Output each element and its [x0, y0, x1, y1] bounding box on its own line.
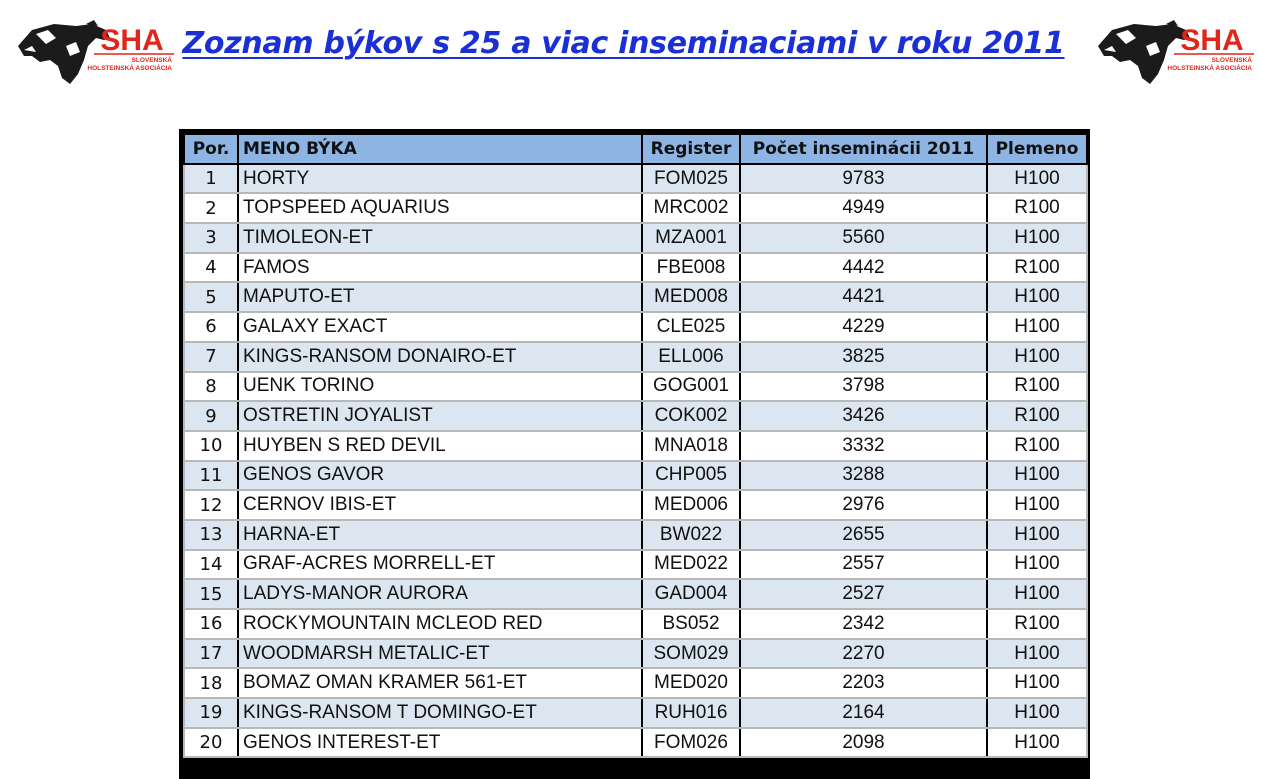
cell-breed: H100	[987, 728, 1087, 758]
cell-breed: H100	[987, 223, 1087, 253]
table-row	[184, 312, 1087, 342]
svg-text:SLOVENSKÁ: SLOVENSKÁ	[1211, 57, 1252, 64]
cell-por: 8	[184, 372, 238, 402]
cell-count: 4421	[740, 282, 987, 312]
cell-name: HARNA-ET	[238, 520, 642, 550]
cell-name: WOODMARSH METALIC-ET	[238, 639, 642, 669]
cell-por: 19	[184, 698, 238, 728]
svg-text:HOLSTEINSKÁ ASOCIÁCIA: HOLSTEINSKÁ ASOCIÁCIA	[1167, 65, 1252, 72]
cell-register: MED008	[642, 282, 740, 312]
cell-count: 2655	[740, 520, 987, 550]
table-row	[184, 164, 1087, 194]
cell-count: 3288	[740, 461, 987, 491]
cell-por: 16	[184, 609, 238, 639]
cell-register: MED006	[642, 490, 740, 520]
cell-register: FBE008	[642, 253, 740, 283]
table-row	[184, 253, 1087, 283]
table-row	[184, 282, 1087, 312]
bulls-table-container	[179, 129, 1090, 779]
table-row	[184, 431, 1087, 461]
cell-count: 3825	[740, 342, 987, 372]
cell-register: SOM029	[642, 639, 740, 669]
svg-text:SHA: SHA	[100, 24, 164, 57]
cell-register: CHP005	[642, 461, 740, 491]
header-count: Počet inseminácii 2011	[740, 134, 987, 164]
cell-register: COK002	[642, 401, 740, 431]
table-header-row	[184, 134, 1087, 164]
cell-register: MRC002	[642, 193, 740, 223]
cell-count: 9783	[740, 164, 987, 194]
sha-logo-right	[1094, 16, 1256, 88]
cell-por: 3	[184, 223, 238, 253]
cell-name: KINGS-RANSOM T DOMINGO-ET	[238, 698, 642, 728]
cell-breed: H100	[987, 282, 1087, 312]
cell-count: 5560	[740, 223, 987, 253]
cell-por: 7	[184, 342, 238, 372]
cell-name: LADYS-MANOR AURORA	[238, 579, 642, 609]
cell-por: 4	[184, 253, 238, 283]
cell-name: UENK TORINO	[238, 372, 642, 402]
cell-breed: H100	[987, 312, 1087, 342]
cell-count: 2270	[740, 639, 987, 669]
cell-breed: H100	[987, 579, 1087, 609]
cell-register: FOM026	[642, 728, 740, 758]
cell-count: 2342	[740, 609, 987, 639]
cell-register: ELL006	[642, 342, 740, 372]
table-row	[184, 639, 1087, 669]
cell-count: 4442	[740, 253, 987, 283]
cell-count: 2098	[740, 728, 987, 758]
table-row	[184, 401, 1087, 431]
cell-por: 2	[184, 193, 238, 223]
table-row	[184, 223, 1087, 253]
header-register: Register	[642, 134, 740, 164]
cell-name: GENOS GAVOR	[238, 461, 642, 491]
cell-por: 10	[184, 431, 238, 461]
cell-por: 14	[184, 550, 238, 580]
cell-por: 20	[184, 728, 238, 758]
cell-breed: R100	[987, 253, 1087, 283]
cell-name: ROCKYMOUNTAIN MCLEOD RED	[238, 609, 642, 639]
cell-breed: H100	[987, 698, 1087, 728]
cell-breed: H100	[987, 668, 1087, 698]
cell-breed: H100	[987, 639, 1087, 669]
cell-register: MED020	[642, 668, 740, 698]
cell-count: 2164	[740, 698, 987, 728]
cell-por: 12	[184, 490, 238, 520]
cell-register: MZA001	[642, 223, 740, 253]
cell-breed: R100	[987, 372, 1087, 402]
page-title: Zoznam býkov s 25 a viac inseminaciami v roku 2011	[182, 26, 1065, 61]
cell-name: CERNOV IBIS-ET	[238, 490, 642, 520]
cell-name: HORTY	[238, 164, 642, 194]
cell-por: 6	[184, 312, 238, 342]
cell-count: 3332	[740, 431, 987, 461]
cell-por: 15	[184, 579, 238, 609]
cell-breed: R100	[987, 609, 1087, 639]
header-breed: Plemeno	[987, 134, 1087, 164]
cell-name: HUYBEN S RED DEVIL	[238, 431, 642, 461]
cell-count: 4949	[740, 193, 987, 223]
cell-breed: H100	[987, 550, 1087, 580]
cell-name: MAPUTO-ET	[238, 282, 642, 312]
cell-breed: H100	[987, 461, 1087, 491]
cell-register: MNA018	[642, 431, 740, 461]
svg-text:HOLSTEINSKÁ ASOCIÁCIA: HOLSTEINSKÁ ASOCIÁCIA	[87, 65, 172, 72]
table-row	[184, 728, 1087, 758]
cell-breed: H100	[987, 520, 1087, 550]
cell-name: TIMOLEON-ET	[238, 223, 642, 253]
svg-text:SHA: SHA	[1180, 24, 1244, 57]
table-row	[184, 520, 1087, 550]
cell-name: GALAXY EXACT	[238, 312, 642, 342]
cell-register: GOG001	[642, 372, 740, 402]
table-row	[184, 579, 1087, 609]
cell-name: KINGS-RANSOM DONAIRO-ET	[238, 342, 642, 372]
cell-breed: R100	[987, 401, 1087, 431]
cell-count: 2976	[740, 490, 987, 520]
cell-register: CLE025	[642, 312, 740, 342]
cell-count: 3798	[740, 372, 987, 402]
cell-name: GRAF-ACRES MORRELL-ET	[238, 550, 642, 580]
cell-register: MED022	[642, 550, 740, 580]
cell-count: 2203	[740, 668, 987, 698]
cell-count: 2527	[740, 579, 987, 609]
header-name: MENO BÝKA	[238, 134, 642, 164]
cell-por: 9	[184, 401, 238, 431]
cell-count: 4229	[740, 312, 987, 342]
table-row	[184, 609, 1087, 639]
cell-name: OSTRETIN JOYALIST	[238, 401, 642, 431]
cell-por: 13	[184, 520, 238, 550]
cell-por: 17	[184, 639, 238, 669]
cell-register: RUH016	[642, 698, 740, 728]
cell-breed: R100	[987, 193, 1087, 223]
table-row	[184, 550, 1087, 580]
cell-breed: H100	[987, 342, 1087, 372]
cell-por: 18	[184, 668, 238, 698]
table-row	[184, 668, 1087, 698]
cell-register: GAD004	[642, 579, 740, 609]
header-por: Por.	[184, 134, 238, 164]
cell-por: 1	[184, 164, 238, 194]
cell-breed: H100	[987, 490, 1087, 520]
cell-por: 11	[184, 461, 238, 491]
table-row	[184, 342, 1087, 372]
bulls-table	[183, 133, 1088, 758]
table-row	[184, 698, 1087, 728]
cell-name: BOMAZ OMAN KRAMER 561-ET	[238, 668, 642, 698]
table-row	[184, 490, 1087, 520]
cell-breed: H100	[987, 164, 1087, 194]
svg-text:SLOVENSKÁ: SLOVENSKÁ	[131, 57, 172, 64]
cell-register: BS052	[642, 609, 740, 639]
cell-name: FAMOS	[238, 253, 642, 283]
cell-breed: R100	[987, 431, 1087, 461]
table-row	[184, 461, 1087, 491]
cell-por: 5	[184, 282, 238, 312]
table-row	[184, 193, 1087, 223]
cell-count: 3426	[740, 401, 987, 431]
cell-register: BW022	[642, 520, 740, 550]
cell-register: FOM025	[642, 164, 740, 194]
table-row	[184, 372, 1087, 402]
cell-name: TOPSPEED AQUARIUS	[238, 193, 642, 223]
cell-name: GENOS INTEREST-ET	[238, 728, 642, 758]
cell-count: 2557	[740, 550, 987, 580]
